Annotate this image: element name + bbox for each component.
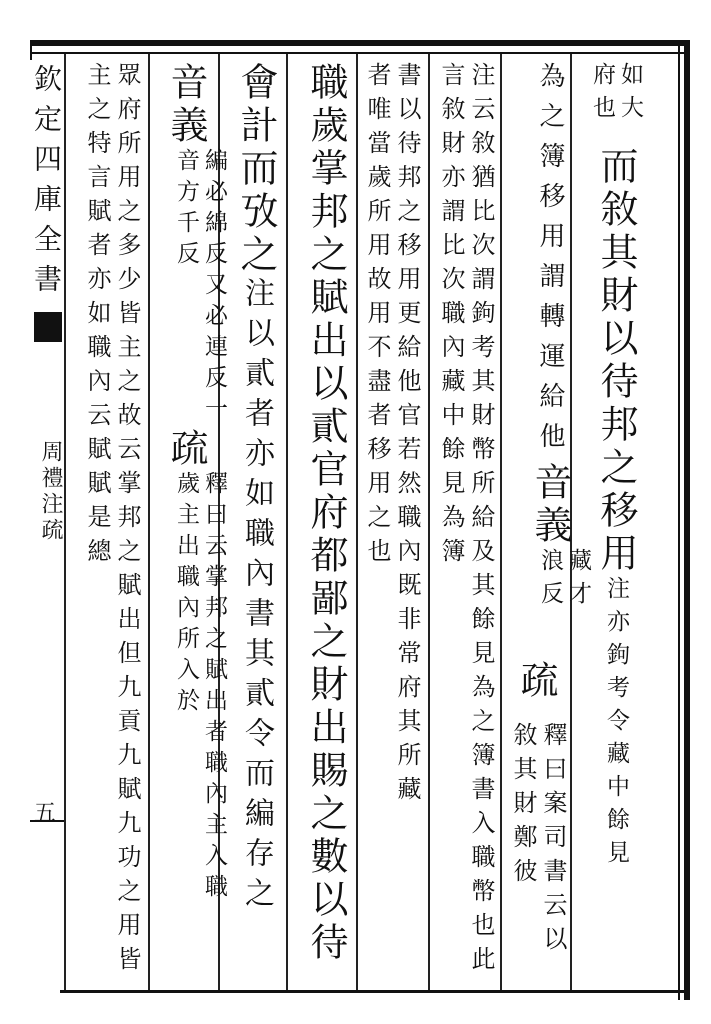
column-7-main: 會計而攷之	[234, 62, 278, 277]
column-rule	[148, 54, 150, 990]
column-8-yinyi: 音義	[164, 62, 208, 148]
column-8-note: 釋曰云掌邦之賦出者職內主入職歲主出職內所入於	[173, 471, 227, 905]
column-3-shu: 疏	[514, 660, 558, 703]
frame-bottom-border	[60, 990, 690, 993]
text-column-6	[296, 62, 356, 965]
column-rule	[428, 54, 430, 990]
frame-top-border-inner	[30, 52, 690, 54]
column-1-note: 注亦鉤考令藏中餘見	[603, 576, 629, 873]
text-column-5: 書以待邦之移用更給他官若然職內既非常府其所藏者唯當歲所用故用不盡者移用之也	[363, 62, 421, 810]
text-column-9: 眾府所用之多少皆主之故云掌邦之賦出但九貢九賦九功之用皆主之特言賦者亦如職內云賦賦是總	[83, 62, 141, 980]
column-2-yinyi: 音義	[528, 462, 572, 548]
column-rule	[500, 54, 502, 990]
column-6-main: 職歲掌邦之賦出以貳官府都鄙之財出賜之數以待	[304, 62, 348, 965]
margin-rule	[64, 54, 66, 990]
frame-right-border	[684, 40, 690, 1000]
column-2-gloss: 藏才浪反	[537, 548, 591, 614]
frame-right-border-inner	[678, 40, 680, 1000]
column-2-note: 為之簿移用謂轉運給他	[535, 62, 565, 462]
text-column-7	[226, 62, 286, 917]
text-column-1	[586, 62, 646, 873]
text-column-4: 注云敘猶比次謂鉤考其財幣所給及其餘見為之簿書入職幣也此言敘財亦謂比次職內藏中餘見為簿	[437, 62, 495, 980]
column-7-note: 注以貳者亦如職內書其貳令而編存之	[239, 277, 274, 917]
text-column-8	[156, 62, 228, 921]
fishtail-mark	[34, 312, 62, 342]
column-8-shu: 疏	[164, 428, 208, 471]
column-8-gloss: 編必綿反又必連反一音方千反	[173, 148, 227, 427]
column-1-annotation: 如大府也	[589, 62, 643, 128]
text-column-3-note: 釋曰案司書云以敘其財鄭彼	[509, 722, 567, 960]
text-column-3	[506, 660, 566, 703]
column-rule	[286, 54, 288, 990]
text-column-2	[520, 62, 592, 644]
frame-top-border	[30, 40, 690, 46]
column-rule	[356, 54, 358, 990]
frame-left-edge	[30, 40, 32, 60]
collection-title: 欽定四庫全書	[30, 64, 63, 304]
column-1-main: 而敘其財以待邦之移用	[594, 146, 638, 576]
book-title: 周禮注疏	[38, 440, 63, 544]
page-number: 五	[34, 801, 57, 826]
